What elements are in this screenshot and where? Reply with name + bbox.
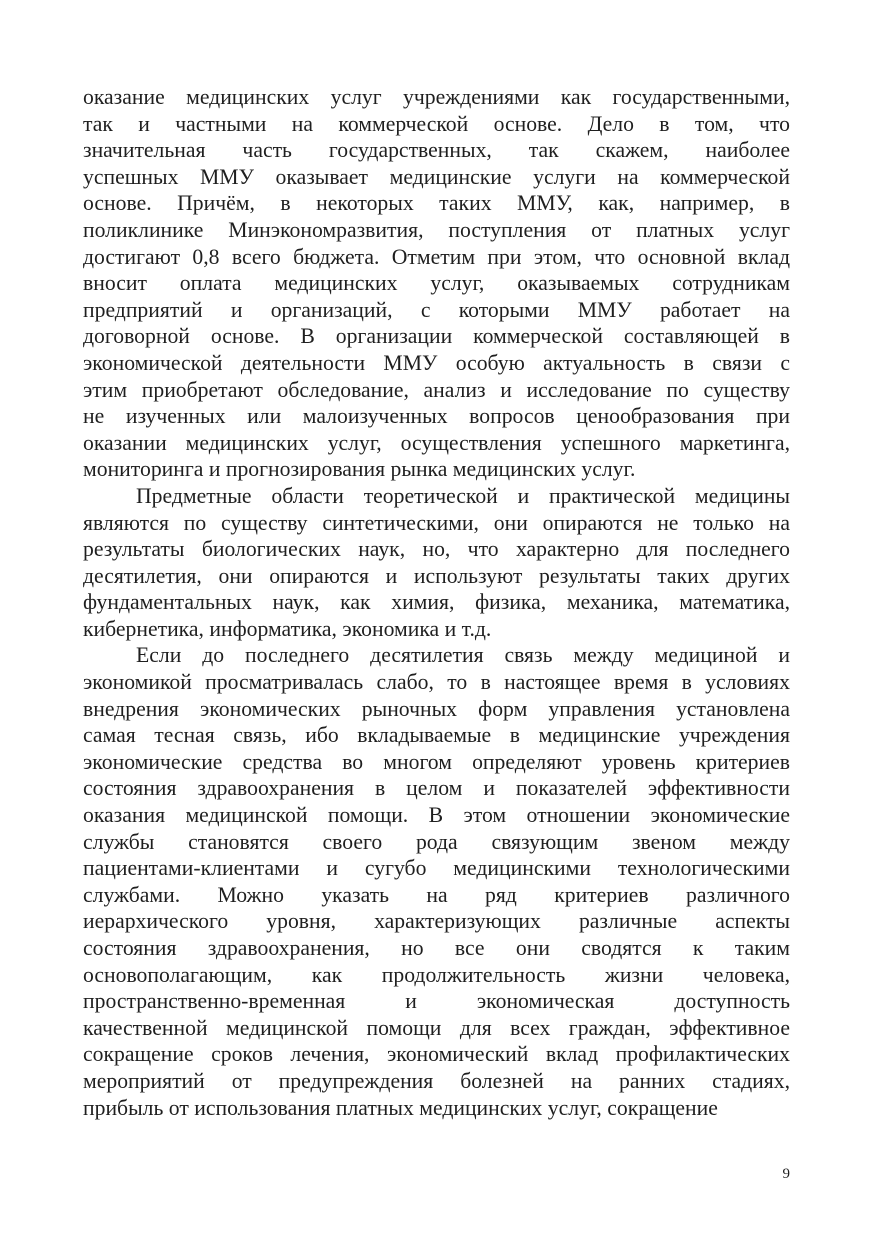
text-line: прибыль от использования платных медицинских услуг, сокращение [83, 1095, 718, 1120]
text-line: экономической деятельности ММУ особую актуальность в связи с [83, 350, 790, 375]
text-line: являются по существу синтетическими, они опираются не только на [83, 510, 790, 535]
text-line: основе. Причём, в некоторых таких ММУ, как, например, в [83, 191, 790, 216]
text-line: достигают 0,8 всего бюджета. Отметим при этом, что основной вклад [83, 244, 790, 269]
text-line: этим приобретают обследование, анализ и исследование по существу [83, 377, 790, 402]
text-line: основополагающим, как продолжительность жизни человека, [83, 962, 790, 987]
text-line: десятилетия, они опираются и используют результаты таких других [83, 563, 790, 588]
text-line: экономические средства во многом определяют уровень критериев [83, 749, 790, 774]
text-line: успешных ММУ оказывает медицинские услуги на коммерческой [83, 164, 790, 189]
text-line: поликлинике Минэкономразвития, поступления от платных услуг [83, 217, 790, 242]
text-line: пространственно-временная и экономическая доступность [83, 989, 790, 1014]
text-line: внедрения экономических рыночных форм управления установлена [83, 696, 790, 721]
text-line: иерархического уровня, характеризующих различные аспекты [83, 909, 790, 934]
text-line: сокращение сроков лечения, экономический вклад профилактических [83, 1042, 790, 1067]
text-line: значительная часть государственных, так скажем, наиболее [83, 138, 790, 163]
text-line: мероприятий от предупреждения болезней на ранних стадиях, [83, 1068, 790, 1093]
text-line: так и частными на коммерческой основе. Дело в том, что [83, 111, 790, 136]
text-line: Предметные области теоретической и практической медицины [136, 483, 790, 508]
paragraph [83, 483, 790, 643]
text-line: договорной основе. В организации коммерческой составляющей в [83, 324, 790, 349]
page-number: 9 [782, 1166, 790, 1182]
text-line: службы становятся своего рода связующим звеном между [83, 829, 790, 854]
text-line: мониторинга и прогнозирования рынка медицинских услуг. [83, 457, 636, 482]
text-line: предприятий и организаций, с которыми ММУ работает на [83, 297, 790, 322]
body-text [83, 84, 790, 1121]
text-line: оказание медицинских услуг учреждениями как государственными, [83, 85, 790, 109]
text-line: фундаментальных наук, как химия, физика, механика, математика, [83, 590, 790, 615]
text-line: оказании медицинских услуг, осуществления успешного маркетинга, [83, 430, 790, 455]
text-line: пациентами-клиентами и сугубо медицинскими технологическими [83, 856, 790, 881]
text-line: самая тесная связь, ибо вкладываемые в медицинские учреждения [83, 723, 790, 748]
text-line: Если до последнего десятилетия связь между медициной и [136, 643, 790, 668]
paragraph [83, 642, 790, 1121]
text-line: службами. Можно указать на ряд критериев различного [83, 882, 790, 907]
text-line: не изученных или малоизученных вопросов ценообразования при [83, 404, 790, 429]
text-line: состояния здравоохранения в целом и показателей эффективности [83, 776, 790, 801]
text-line: результаты биологических наук, но, что характерно для последнего [83, 537, 790, 562]
text-line: экономикой просматривалась слабо, то в настоящее время в условиях [83, 670, 790, 695]
paragraph [83, 84, 790, 483]
text-line: кибернетика, информатика, экономика и т.д. [83, 616, 492, 641]
text-line: качественной медицинской помощи для всех граждан, эффективное [83, 1015, 790, 1040]
text-line: состояния здравоохранения, но все они сводятся к таким [83, 936, 790, 960]
text-line: оказания медицинской помощи. В этом отношении экономические [83, 803, 790, 828]
text-line: вносит оплата медицинских услуг, оказываемых сотрудникам [83, 271, 790, 296]
